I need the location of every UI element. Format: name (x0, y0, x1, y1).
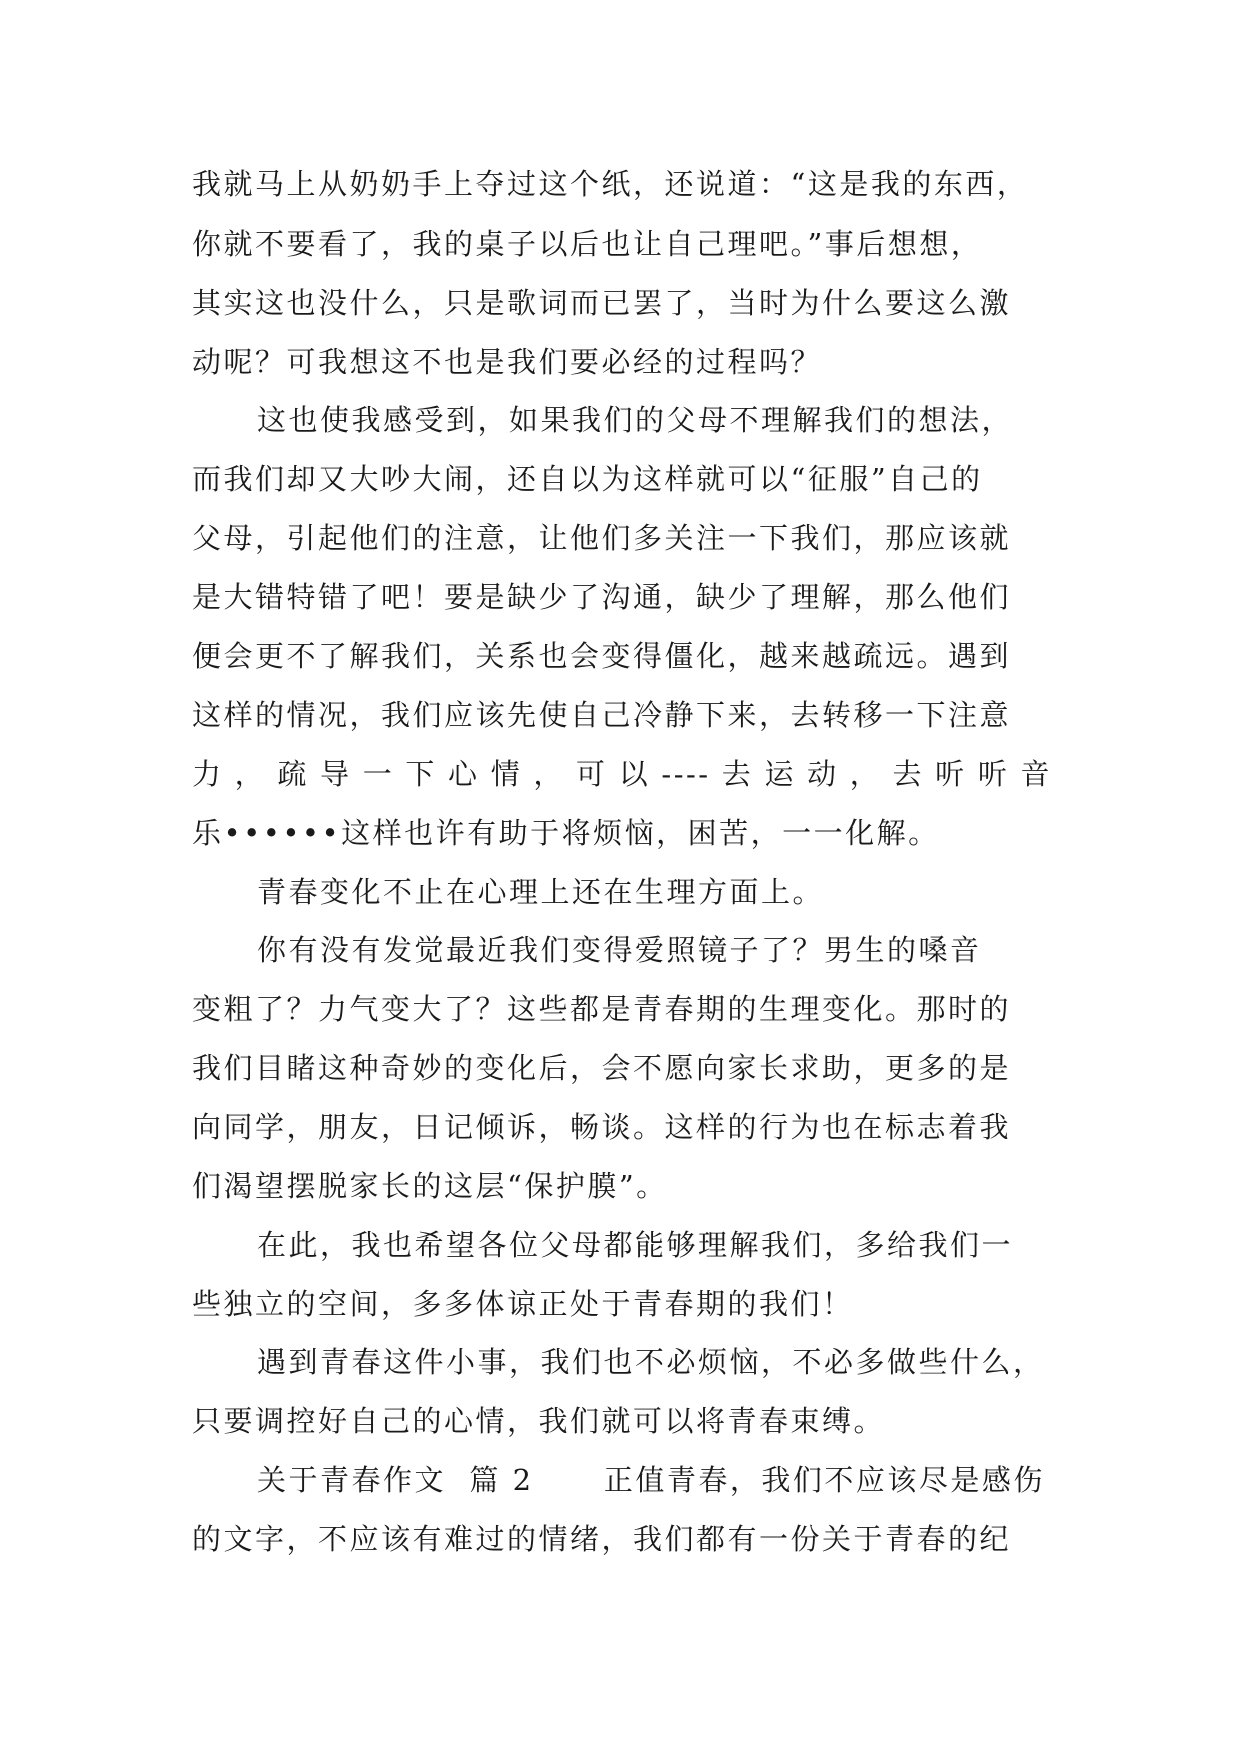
text-line: 只要调控好自己的心情，我们就可以将青春束缚。 (192, 1404, 886, 1438)
text-line: 动呢？可我想这不也是我们要必经的过程吗？ (192, 345, 823, 379)
paragraph-first-line: 青春变化不止在心理上还在生理方面上。 (257, 875, 825, 909)
paragraph-first-line: 这也使我感受到，如果我们的父母不理解我们的想法， (257, 403, 1014, 437)
text-line: 们渴望摆脱家长的这层“保护膜”。 (192, 1169, 668, 1203)
text-line: 而我们却又大吵大闹，还自以为这样就可以“征服”自己的 (192, 462, 983, 496)
paragraph-first-line: 遇到青春这件小事，我们也不必烦恼，不必多做些什么， (257, 1345, 1045, 1379)
text-line: 变粗了？力气变大了？这些都是青春期的生理变化。那时的 (192, 992, 1012, 1026)
text-line: 乐••••••这样也许有助于将烦恼，困苦，一一化解。 (192, 816, 940, 850)
paragraph-first-line: 在此，我也希望各位父母都能够理解我们，多给我们一 (257, 1228, 1014, 1262)
text-line: 其实这也没什么，只是歌词而已罢了，当时为什么要这么激 (192, 286, 1012, 320)
text-line: 力，疏导一下心情，可以----去运动，去听听音 (192, 757, 1052, 791)
text-line: 你就不要看了，我的桌子以后也让自己理吧。”事后想想， (192, 227, 983, 261)
text-line: 便会更不了解我们，关系也会变得僵化，越来越疏远。遇到 (192, 639, 1012, 673)
text-line: 父母，引起他们的注意，让他们多关注一下我们，那应该就 (192, 521, 1012, 555)
paragraph-first-line: 你有没有发觉最近我们变得爱照镜子了？男生的嗓音 (257, 933, 982, 967)
text-line: 的文字，不应该有难过的情绪，我们都有一份关于青春的纪 (192, 1522, 1012, 1556)
text-line: 这样的情况，我们应该先使自己冷静下来，去转移一下注意 (192, 698, 1012, 732)
text-line: 我就马上从奶奶手上夺过这个纸，还说道：“这是我的东西， (192, 167, 1029, 201)
section-heading-line: 关于青春作文 篇 2 正值青春，我们不应该尽是感伤 (257, 1463, 1045, 1497)
text-line: 我们目睹这种奇妙的变化后，会不愿向家长求助，更多的是 (192, 1051, 1012, 1085)
text-line: 向同学，朋友，日记倾诉，畅谈。这样的行为也在标志着我 (192, 1110, 1012, 1144)
text-line: 些独立的空间，多多体谅正处于青春期的我们！ (192, 1287, 854, 1321)
text-line: 是大错特错了吧！要是缺少了沟通，缺少了理解，那么他们 (192, 580, 1012, 614)
